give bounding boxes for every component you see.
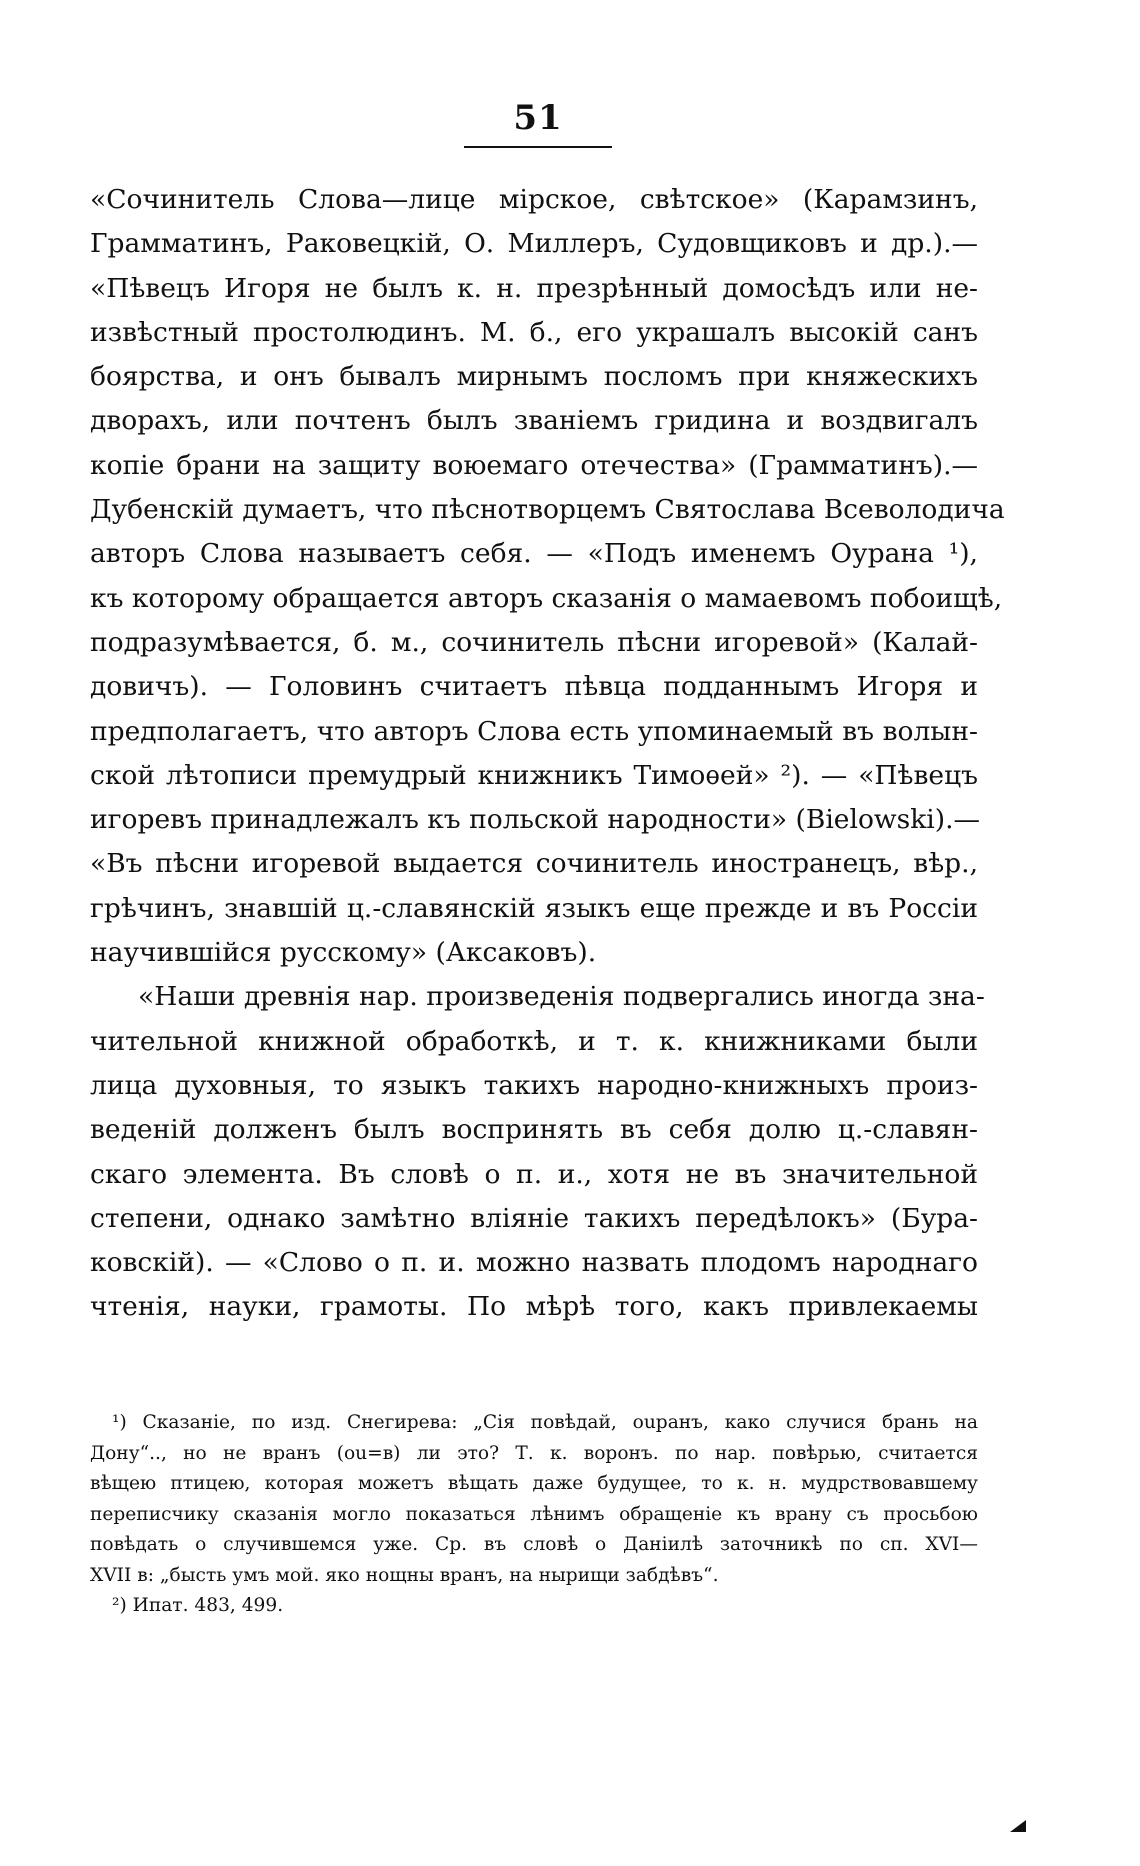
text-line: подразумѣвается, б. м., сочинитель пѣсни игоревой» (Калай- bbox=[90, 626, 978, 658]
footnotes bbox=[90, 1408, 978, 1622]
main-text bbox=[90, 178, 1005, 1330]
text-line: боярства, и онъ бывалъ мирнымъ посломъ при княжескихъ bbox=[90, 361, 978, 393]
footnote-line: Дону“.., но не вранъ (ou=в) ли это? Т. к. воронъ. по нар. повѣрью, считается bbox=[90, 1442, 978, 1464]
footnote-line: ²) Ипат. 483, 499. bbox=[112, 1595, 284, 1616]
text-line: Дубенскій думаетъ, что пѣснотворцемъ Святослава Всеволодича bbox=[90, 494, 1005, 526]
page-number-rule bbox=[464, 146, 612, 148]
text-line: извѣстный простолюдинъ. М. б., его украшалъ высокій санъ bbox=[90, 316, 978, 348]
text-line: ковскій). — «Слово о п. и. можно назвать плодомъ народнаго bbox=[90, 1247, 978, 1279]
footnote-line: XVII в: „бысть умъ мой. яко нощны вранъ, на нырищи забдѣвъ“. bbox=[90, 1564, 719, 1586]
text-line: «Пѣвецъ Игоря не былъ к. н. презрѣнный домосѣдъ или не- bbox=[90, 272, 978, 304]
text-line: степени, однако замѣтно вліяніе такихъ передѣлокъ» (Бура- bbox=[90, 1202, 978, 1234]
text-line: предполагаетъ, что авторъ Слова есть упоминаемый въ волын- bbox=[90, 715, 978, 747]
text-line: копіе брани на защиту воюемаго отечества» (Грамматинъ).— bbox=[90, 449, 978, 481]
text-line: Грамматинъ, Раковецкій, О. Миллеръ, Судовщиковъ и др.).— bbox=[90, 228, 978, 260]
text-line: научившійся русскому» (Аксаковъ). bbox=[90, 937, 597, 969]
footnote-line: переписчику сказанія могло показаться лѣнимъ обращеніе къ врану съ просьбою bbox=[90, 1503, 978, 1525]
text-line: «Въ пѣсни игоревой выдается сочинитель иностранецъ, вѣр., bbox=[90, 848, 978, 880]
text-line: игоревъ принадлежалъ къ польской народности» (Bielowski).— bbox=[90, 804, 980, 836]
text-line: довичъ). — Головинъ считаетъ пѣвца подданнымъ Игоря и bbox=[90, 671, 978, 703]
text-line: авторъ Слова называетъ себя. — «Подъ именемъ Оурана ¹), bbox=[90, 538, 978, 570]
text-line: ской лѣтописи премудрый книжникъ Тимоѳей» ²). — «Пѣвецъ bbox=[90, 759, 978, 791]
footnote-line: ¹) Сказаніе, по изд. Снегирева: „Сія повѣдай, ouранъ, како случися брань на bbox=[112, 1412, 978, 1433]
page-number: 51 bbox=[513, 98, 563, 138]
text-line: къ которому обращается авторъ сказанія о мамаевомъ побоищѣ, bbox=[90, 582, 1003, 614]
text-line: чтенія, науки, грамоты. По мѣрѣ того, какъ привлекаемы bbox=[90, 1291, 978, 1323]
text-line: веденій долженъ былъ воспринять въ себя долю ц.-славян- bbox=[90, 1114, 978, 1146]
text-line: дворахъ, или почтенъ былъ званіемъ гридина и воздвигалъ bbox=[90, 405, 978, 437]
footnote-line: вѣщею птицею, которая можетъ вѣщать даже будущее, то к. н. мудрствовавшему bbox=[90, 1473, 978, 1494]
text-line: «Наши древнія нар. произведенія подвергались иногда зна- bbox=[138, 981, 985, 1013]
text-line: грѣчинъ, знавшій ц.-славянскій языкъ еще прежде и въ Россіи bbox=[90, 892, 978, 924]
text-line: чительной книжной обработкѣ, и т. к. книжниками были bbox=[90, 1025, 978, 1057]
text-line: лица духовныя, то языкъ такихъ народно-книжныхъ произ- bbox=[90, 1069, 978, 1101]
text-line: «Сочинитель Слова—лице мірское, свѣтское» (Карамзинъ, bbox=[90, 184, 978, 215]
footnote-line: повѣдать о случившемся уже. Ср. въ словѣ о Даніилѣ заточникѣ по сп. XVI— bbox=[90, 1534, 978, 1555]
text-line: скаго элемента. Въ словѣ о п. и., хотя не въ значительной bbox=[90, 1158, 978, 1190]
scan-corner-mark bbox=[1010, 1820, 1026, 1832]
